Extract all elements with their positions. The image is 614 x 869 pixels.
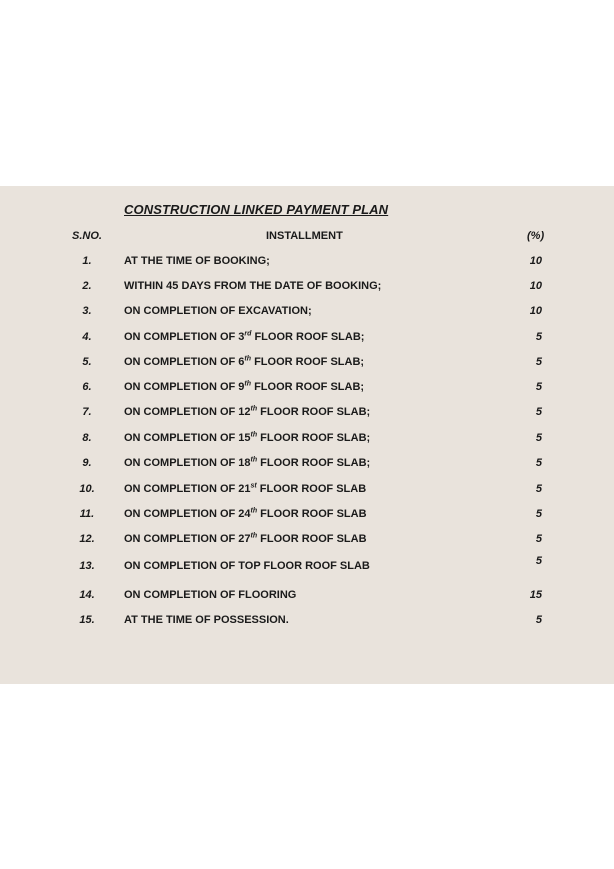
row-installment [124,381,364,393]
table-row [0,356,614,372]
row-installment [124,457,370,469]
row-percent: 5 [535,614,542,626]
row-percent: 10 [529,280,542,292]
ordinal-suffix: rd [244,330,252,338]
row-percent: 5 [535,508,542,520]
payment-plan-panel [0,186,614,684]
row-sno: 2. [82,280,92,292]
table-row [0,381,614,397]
row-percent: 10 [529,305,542,317]
installment-text: ON COMPLETION OF 18 [124,457,251,469]
ordinal-suffix: th [250,431,258,439]
header-sno: S.NO. [72,230,102,242]
row-sno: 10. [79,483,95,495]
table-row [0,589,614,605]
row-installment [124,483,366,495]
row-percent: 5 [535,432,542,444]
installment-text-suffix: FLOOR ROOF SLAB; [251,331,365,343]
installment-text: ON COMPLETION OF FLOORING [124,589,297,601]
header-percent: (%) [527,230,545,242]
header-installment: INSTALLMENT [266,230,343,242]
ordinal-suffix: th [250,456,258,464]
installment-text-suffix: FLOOR ROOF SLAB; [257,406,371,418]
row-installment [124,614,289,626]
installment-text-suffix: FLOOR ROOF SLAB; [251,381,365,393]
table-row [0,432,614,448]
row-installment [124,508,367,520]
installment-text-suffix: FLOOR ROOF SLAB; [251,356,365,368]
row-percent: 5 [535,406,542,418]
ordinal-suffix: th [244,380,252,388]
row-sno: 4. [82,331,92,343]
installment-text: WITHIN 45 DAYS FROM THE DATE OF BOOKING; [124,280,382,292]
table-row [0,280,614,296]
installment-text: ON COMPLETION OF 3 [124,331,245,343]
table-row [0,305,614,321]
row-installment [124,432,370,444]
ordinal-suffix: th [244,355,252,363]
row-installment [124,589,296,601]
installment-text-suffix: FLOOR ROOF SLAB [257,508,367,520]
row-installment [124,280,381,292]
row-percent: 5 [535,555,542,567]
ordinal-suffix: st [250,482,257,490]
row-sno: 8. [82,432,92,444]
table-row [0,457,614,473]
row-installment [124,560,370,572]
row-percent: 5 [535,483,542,495]
row-installment [124,305,312,317]
row-sno: 7. [82,406,92,418]
table-row [0,331,614,347]
installment-text: ON COMPLETION OF 6 [124,356,245,368]
installment-text-suffix: FLOOR ROOF SLAB; [257,432,371,444]
row-sno: 13. [79,560,95,572]
table-row [0,483,614,499]
row-percent: 5 [535,533,542,545]
installment-text-suffix: FLOOR ROOF SLAB; [257,457,371,469]
row-sno: 9. [82,457,92,469]
row-installment [124,356,364,368]
table-row [0,508,614,524]
row-installment [124,331,364,343]
row-sno: 11. [79,508,95,520]
row-percent: 5 [535,356,542,368]
installment-text-suffix: FLOOR ROOF SLAB [257,533,367,545]
table-row [0,406,614,422]
table-row [0,614,614,630]
installment-text: ON COMPLETION OF 24 [124,508,251,520]
row-percent: 5 [535,331,542,343]
document-title: CONSTRUCTION LINKED PAYMENT PLAN [124,202,389,217]
row-sno: 1. [82,255,92,267]
row-installment [124,255,270,267]
row-percent: 5 [535,457,542,469]
table-row [0,555,614,576]
row-percent: 10 [529,255,542,267]
installment-text: ON COMPLETION OF 27 [124,533,251,545]
installment-text: AT THE TIME OF BOOKING; [124,255,270,267]
row-sno: 15. [79,614,95,626]
row-sno: 5. [82,356,92,368]
row-percent: 15 [529,589,542,601]
installment-text: ON COMPLETION OF TOP FLOOR ROOF SLAB [124,560,370,572]
table-row [0,255,614,271]
installment-text: ON COMPLETION OF 21 [124,483,251,495]
row-sno: 6. [82,381,92,393]
installment-text: ON COMPLETION OF 15 [124,432,251,444]
installment-text: AT THE TIME OF POSSESSION. [124,614,289,626]
installment-text-suffix: FLOOR ROOF SLAB [256,483,367,495]
installment-text: ON COMPLETION OF 12 [124,406,251,418]
ordinal-suffix: th [250,532,258,540]
row-sno: 12. [79,533,95,545]
installment-text: ON COMPLETION OF 9 [124,381,245,393]
row-sno: 3. [82,305,92,317]
ordinal-suffix: th [250,405,258,413]
row-sno: 14. [79,589,95,601]
row-installment [124,533,367,545]
row-installment [124,406,370,418]
ordinal-suffix: th [250,507,258,515]
installment-text: ON COMPLETION OF EXCAVATION; [124,305,312,317]
table-row [0,533,614,549]
row-percent: 5 [535,381,542,393]
